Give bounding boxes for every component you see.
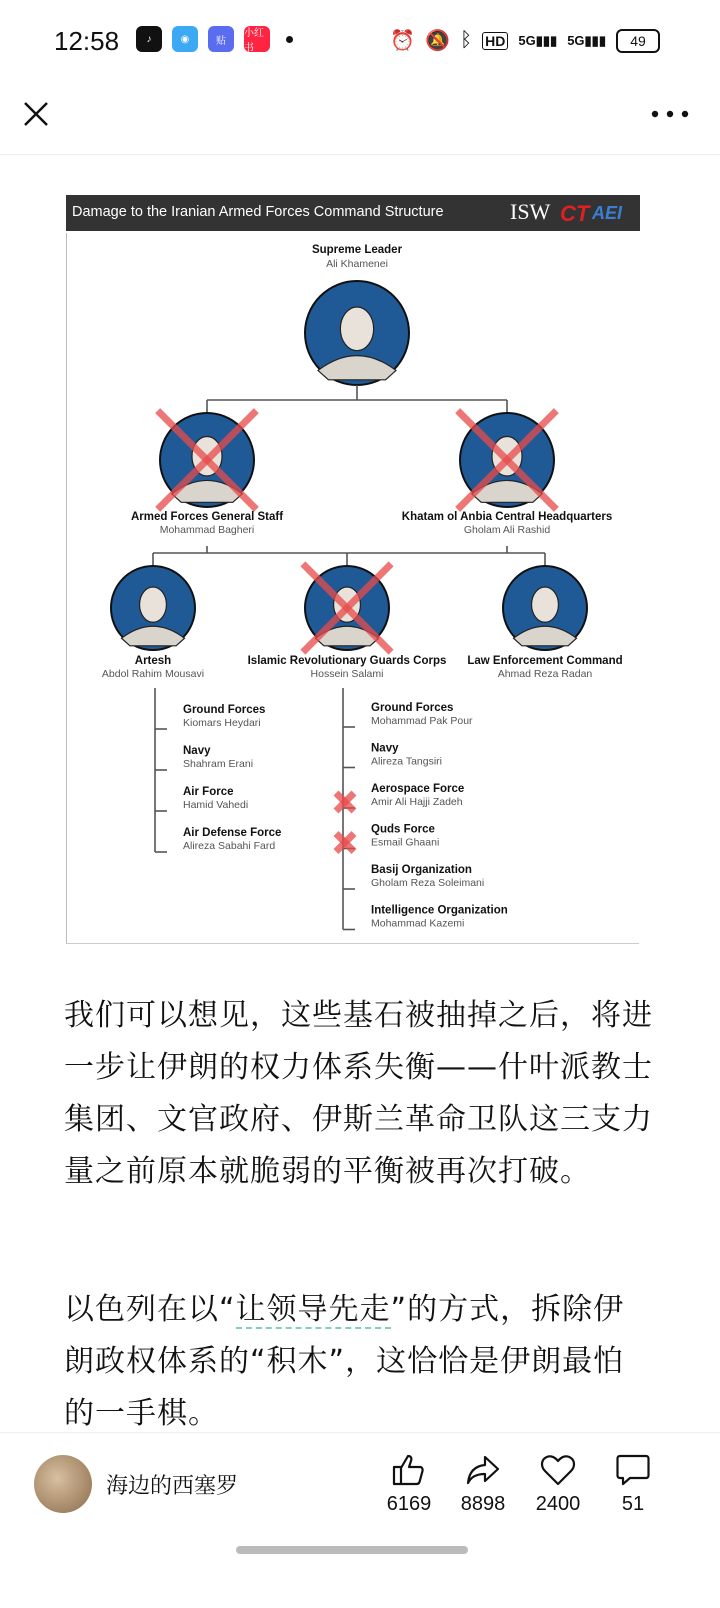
aei-logo: AEI [592,203,623,223]
artesh-title: Artesh [134,655,172,667]
author-avatar[interactable] [34,1455,92,1513]
khatam-title: Khatam ol Anbia Central Headquarters [401,511,613,523]
supreme-person: Ali Khamenei [326,258,388,270]
afgs-title: Armed Forces General Staff [130,511,284,523]
share-arrow-icon [465,1453,501,1487]
system-icons [390,28,660,53]
ct-logo: CT [560,201,590,226]
artesh-branch-title: Air Force [183,786,234,798]
tiktok-icon: ♪ [136,26,162,52]
irgc-branch-person: Mohammad Pak Pour [371,715,473,727]
figure-header [66,195,640,231]
bluetooth-icon: ᛒ [460,29,473,51]
supreme-title: Supreme Leader [311,244,403,256]
battery-icon: 49 [616,29,660,53]
artesh-branch-title: Ground Forces [183,704,266,716]
artesh-person: Abdol Rahim Mousavi [101,668,205,680]
irgc-branch-person: Alireza Tangsiri [371,755,443,768]
artesh-branch-title: Navy [183,745,211,757]
irgc-branch-title: Aerospace Force [371,783,465,795]
like-button[interactable] [374,1453,444,1516]
highlight-link[interactable]: 让领导先走 [235,1292,391,1327]
irgc-branch-title: Basij Organization [371,864,472,876]
irgc-branch-title: Ground Forces [371,702,454,714]
irgc-person: Hossein Salami [310,668,384,680]
home-indicator[interactable] [236,1546,468,1554]
figure-title: Damage to the Iranian Armed Forces Command Structure [72,204,444,220]
para2-prefix: 以色列在以“ [64,1292,236,1327]
comment-count: 51 [621,1493,645,1515]
signal-2-icon: 5G ▮▮▮ [567,32,606,48]
artesh-portrait-face [140,587,167,622]
irgc-branch-title: Intelligence Organization [371,904,508,917]
more-options-icon[interactable] [650,106,690,122]
mute-icon: 🔕 [425,30,451,52]
org-chart-image[interactable] [66,195,640,945]
article-paragraph-2 [64,1284,654,1440]
figure-body [66,233,639,944]
irgc-branch-person: Mohammad Kazemi [371,917,465,930]
irgc-branch-person: Amir Ali Hajji Zadeh [371,796,463,808]
top-nav [0,80,720,155]
close-icon[interactable] [20,98,52,130]
like-count: 6169 [386,1493,432,1515]
heart-icon [540,1453,576,1487]
alarm-icon: ⏰ [390,30,416,52]
lec-portrait-face [532,587,559,622]
artesh-branch-person: Alireza Sabahi Fard [183,840,276,852]
irgc-branch-person: Esmail Ghaani [371,836,440,849]
lec-title: Law Enforcement Command [467,655,623,667]
irgc-title: Islamic Revolutionary Guards Corps [247,655,447,667]
artesh-branch-person: Hamid Vahedi [183,799,249,811]
lec-person: Ahmad Reza Radan [497,668,593,680]
share-button[interactable] [448,1453,518,1516]
status-bar [0,0,720,80]
artesh-branch-person: Kiomars Heydari [183,717,261,729]
location-app-icon: ◉ [172,26,198,52]
org-chart-svg [67,233,639,943]
pinduoduo-icon: 贴 [208,26,234,52]
irgc-branch-title: Navy [371,742,399,755]
bottom-action-bar [0,1432,720,1563]
supreme-portrait-face [340,307,373,351]
notification-app-icons [136,26,293,52]
artesh-branch-title: Air Defense Force [183,827,282,839]
thumbs-up-icon [391,1453,427,1487]
share-count: 8898 [460,1493,506,1515]
afgs-person: Mohammad Bagheri [159,524,255,536]
khatam-person: Gholam Ali Rashid [463,524,551,536]
favorite-count: 2400 [535,1493,581,1515]
status-time: 12:58 [54,26,120,56]
isw-logo: ISW [510,199,551,224]
more-notifications-dot [286,36,293,43]
hd-icon: HD [482,32,508,50]
para2-suffix: ”的方式，拆除伊朗政权体系的“积木”，这恰恰是伊朗最怕的一手棋。 [64,1292,625,1431]
irgc-branch-person: Gholam Reza Soleimani [371,877,485,889]
xiaohongshu-icon: 小红书 [244,26,270,52]
irgc-branch-title: Quds Force [371,823,435,836]
artesh-branch-person: Shahram Erani [183,758,254,770]
article-paragraph-1: 我们可以想见，这些基石被抽掉之后，将进一步让伊朗的权力体系失衡——什叶派教士集团、文官政府、伊斯兰革命卫队这三支力量之前原本就脆弱的平衡被再次打破。 [64,998,653,1189]
comment-button[interactable] [598,1453,668,1516]
comment-bubble-icon [615,1453,651,1487]
favorite-button[interactable] [523,1453,593,1516]
signal-1-icon: 5G ▮▮▮ [518,32,558,48]
author-name[interactable]: 海边的西塞罗 [106,1474,239,1499]
